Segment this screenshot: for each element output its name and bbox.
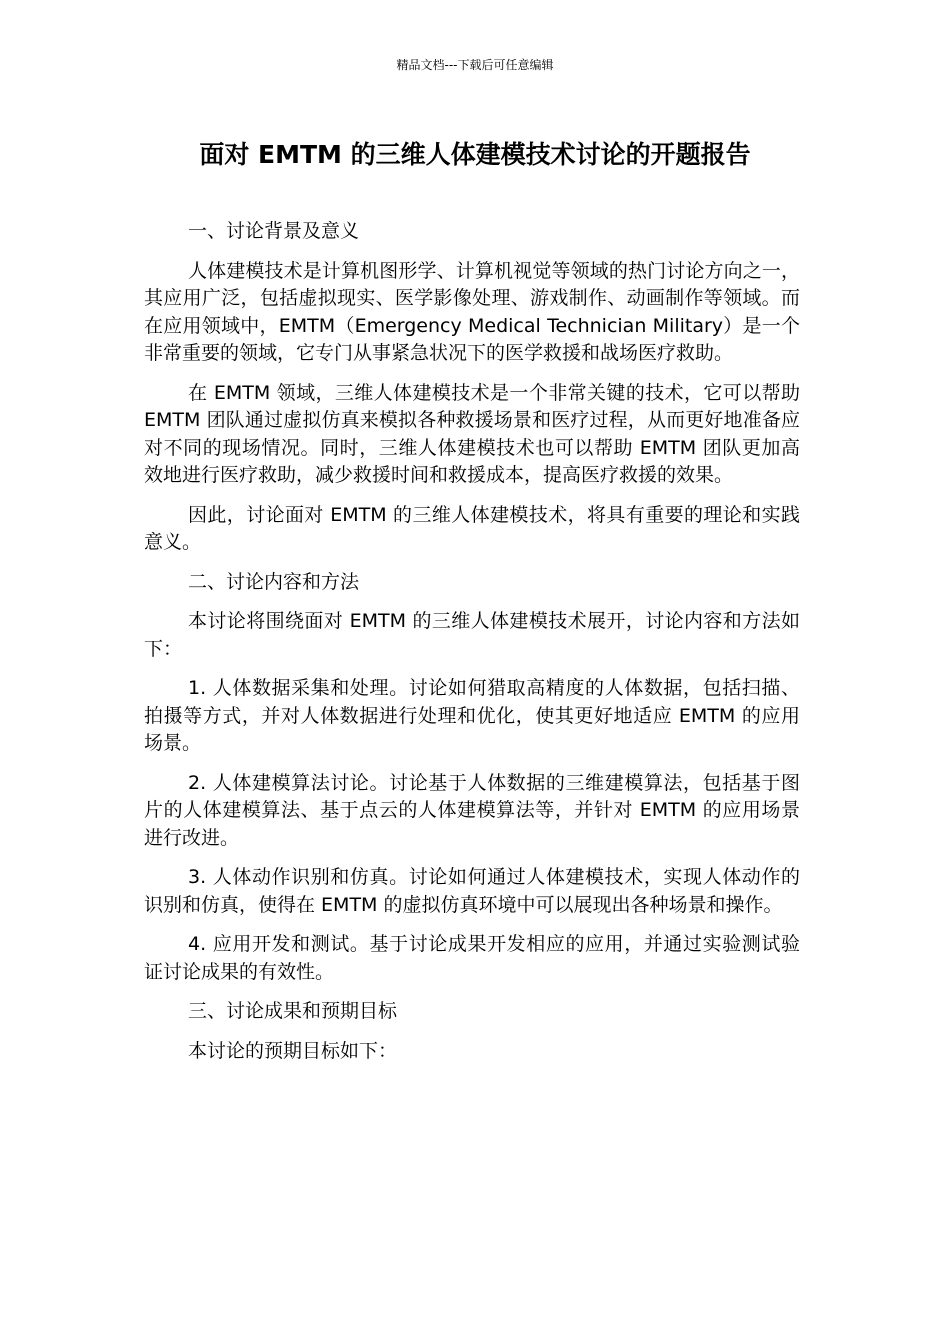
list-item-app-development: 4. 应用开发和测试。基于讨论成果开发相应的应用，并通过实验测试验证讨论成果的有效性。 xyxy=(144,933,800,983)
section-heading-background: 一、讨论背景及意义 xyxy=(188,220,360,242)
paragraph-content-intro: 本讨论将围绕面对 EMTM 的三维人体建模技术展开，讨论内容和方法如下： xyxy=(144,610,800,660)
list-item-motion-recognition: 3. 人体动作识别和仿真。讨论如何通过人体建模技术，实现人体动作的识别和仿真，使得在 EMTM 的虚拟仿真环境中可以展现出各种场景和操作。 xyxy=(144,866,800,916)
paragraph-background-1: 人体建模技术是计算机图形学、计算机视觉等领域的热门讨论方向之一，其应用广泛，包括虚拟现实、医学影像处理、游戏制作、动画制作等领域。而在应用领域中，EMTM（Emergency Medical Technician Military）是一个非常重要的领域，它专门从事紧急状况下的医学救援和战场医疗救助。 xyxy=(144,259,800,364)
paragraph-background-2: 在 EMTM 领域，三维人体建模技术是一个非常关键的技术，它可以帮助 EMTM 团队通过虚拟仿真来模拟各种救援场景和医疗过程，从而更好地准备应对不同的现场情况。同时，三维人体建模技术也可以帮助 EMTM 团队更加高效地进行医疗救助，减少救援时间和救援成本，提高医疗救援的效果。 xyxy=(144,381,800,486)
paragraph-background-3: 因此，讨论面对 EMTM 的三维人体建模技术，将具有重要的理论和实践意义。 xyxy=(144,503,800,553)
header-note: 精品文档---下载后可任意编辑 xyxy=(396,58,554,72)
document-body xyxy=(144,218,800,1077)
document-title: 面对 EMTM 的三维人体建模技术讨论的开题报告 xyxy=(199,140,751,169)
list-item-modeling-algorithm: 2. 人体建模算法讨论。讨论基于人体数据的三维建模算法，包括基于图片的人体建模算法、基于点云的人体建模算法等，并针对 EMTM 的应用场景进行改进。 xyxy=(144,771,800,849)
paragraph-goals-intro: 本讨论的预期目标如下： xyxy=(188,1039,398,1062)
section-heading-results-goals: 三、讨论成果和预期目标 xyxy=(188,1000,398,1022)
section-heading-content-methods: 二、讨论内容和方法 xyxy=(188,570,360,593)
list-item-data-collection: 1. 人体数据采集和处理。讨论如何猎取高精度的人体数据，包括扫描、拍摄等方式，并对人体数据进行处理和优化，使其更好地适应 EMTM 的应用场景。 xyxy=(144,677,800,754)
